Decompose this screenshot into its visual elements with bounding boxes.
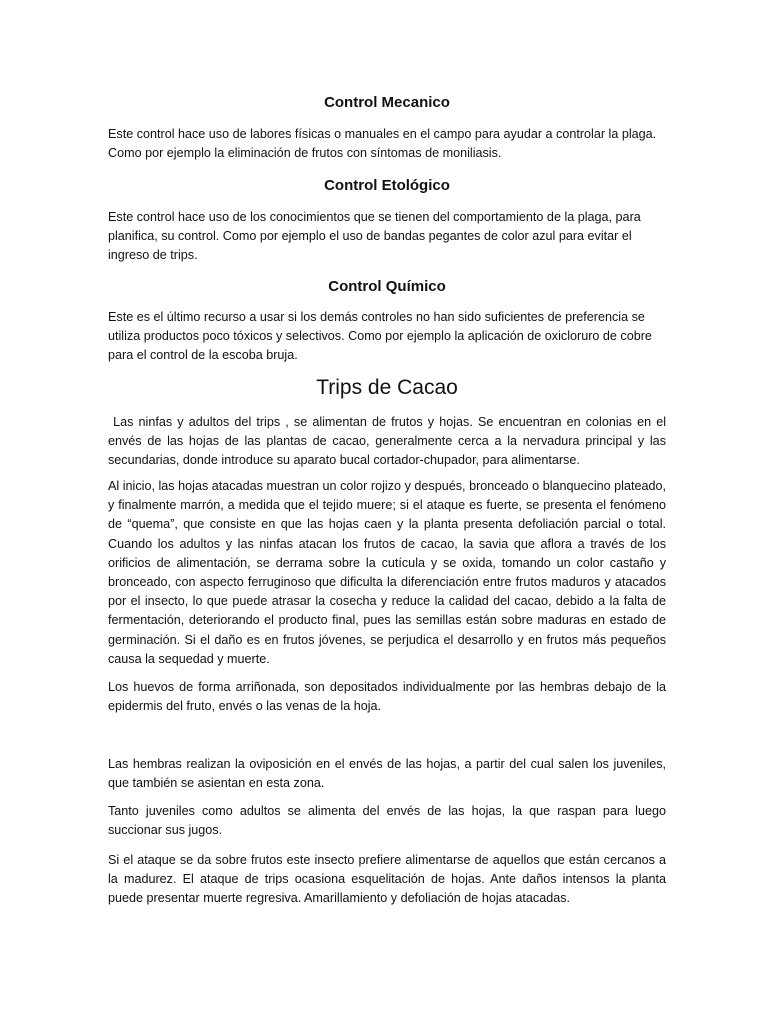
paragraph-control-quimico: Este es el último recurso a usar si los demás controles no han sido suficientes de preferencia se utiliza productos poco tóxicos y selectivos. Como por ejemplo la aplicación de oxicloruro de cobre para el control de la escoba bruja. — [108, 310, 652, 363]
paragraph-trips-6: Si el ataque se da sobre frutos este insecto prefiere alimentarse de aquellos que están cercanos a la madurez. El ataque de trips ocasiona esquelitación de hojas. Ante daños intensos la planta puede presentar muerte regresiva. Amarillamiento y defoliación de hojas atacadas. — [108, 853, 666, 906]
heading-trips-de-cacao: Trips de Cacao — [316, 376, 458, 399]
heading-control-quimico: Control Químico — [328, 278, 446, 295]
paragraph-trips-3: Los huevos de forma arriñonada, son depositados individualmente por las hembras debajo de la epidermis del fruto, envés o las venas de la hoja. — [108, 680, 666, 714]
paragraph-trips-5: Tanto juveniles como adultos se alimenta del envés de las hojas, la que raspan para luego succionar sus jugos. — [108, 804, 666, 838]
paragraph-trips-1: Las ninfas y adultos del trips , se alimentan de frutos y hojas. Se encuentran en colonias en el envés de las hojas de las plantas de cacao, generalmente cerca a la nervadura principal y las secundarias, donde introduce su aparato bucal cortador-chupador, para alimentarse. — [108, 415, 670, 468]
heading-control-mecanico: Control Mecanico — [324, 94, 450, 111]
paragraph-control-etologico: Este control hace uso de los conocimientos que se tienen del comportamiento de la plaga, para planifica, su control. Como por ejemplo el uso de bandas pegantes de color azul para evitar el ingreso de trips. — [108, 210, 641, 263]
paragraph-trips-4: Las hembras realizan la oviposición en el envés de las hojas, a partir del cual salen los juveniles, que también se asientan en esta zona. — [108, 757, 666, 791]
paragraph-control-mecanico: Este control hace uso de labores físicas o manuales en el campo para ayudar a controlar la plaga. Como por ejemplo la eliminación de frutos con síntomas de moniliasis. — [108, 127, 657, 161]
heading-control-etologico: Control Etológico — [324, 177, 450, 194]
paragraph-trips-2: Al inicio, las hojas atacadas muestran un color rojizo y después, bronceado o blanquecino plateado, y finalmente marrón, a medida que el tejido muere; si el ataque es fuerte, se presenta el fenómeno de “quema”, que consiste en que las hojas caen y la planta presenta defoliación parcial o total. Cuando los adultos y las ninfas atacan los frutos de cacao, la savia que aflora a través de los orificios de alimentación, se derrama sobre la cutícula y se oxida, tomando un color castaño y bronceado, con aspecto ferruginoso que dificulta la diferenciación entre frutos maduros y atacados por el insecto, lo que puede atrasar la cosecha y reduce la calidad del cacao, debido a la falta de fermentación, deteriorando el producto final, pues las semillas están sobre maduras en estado de germinación. Si el daño es en frutos jóvenes, se perjudica el desarrollo y en frutos más pequeños causa la sequedad y muerte. — [108, 479, 666, 666]
